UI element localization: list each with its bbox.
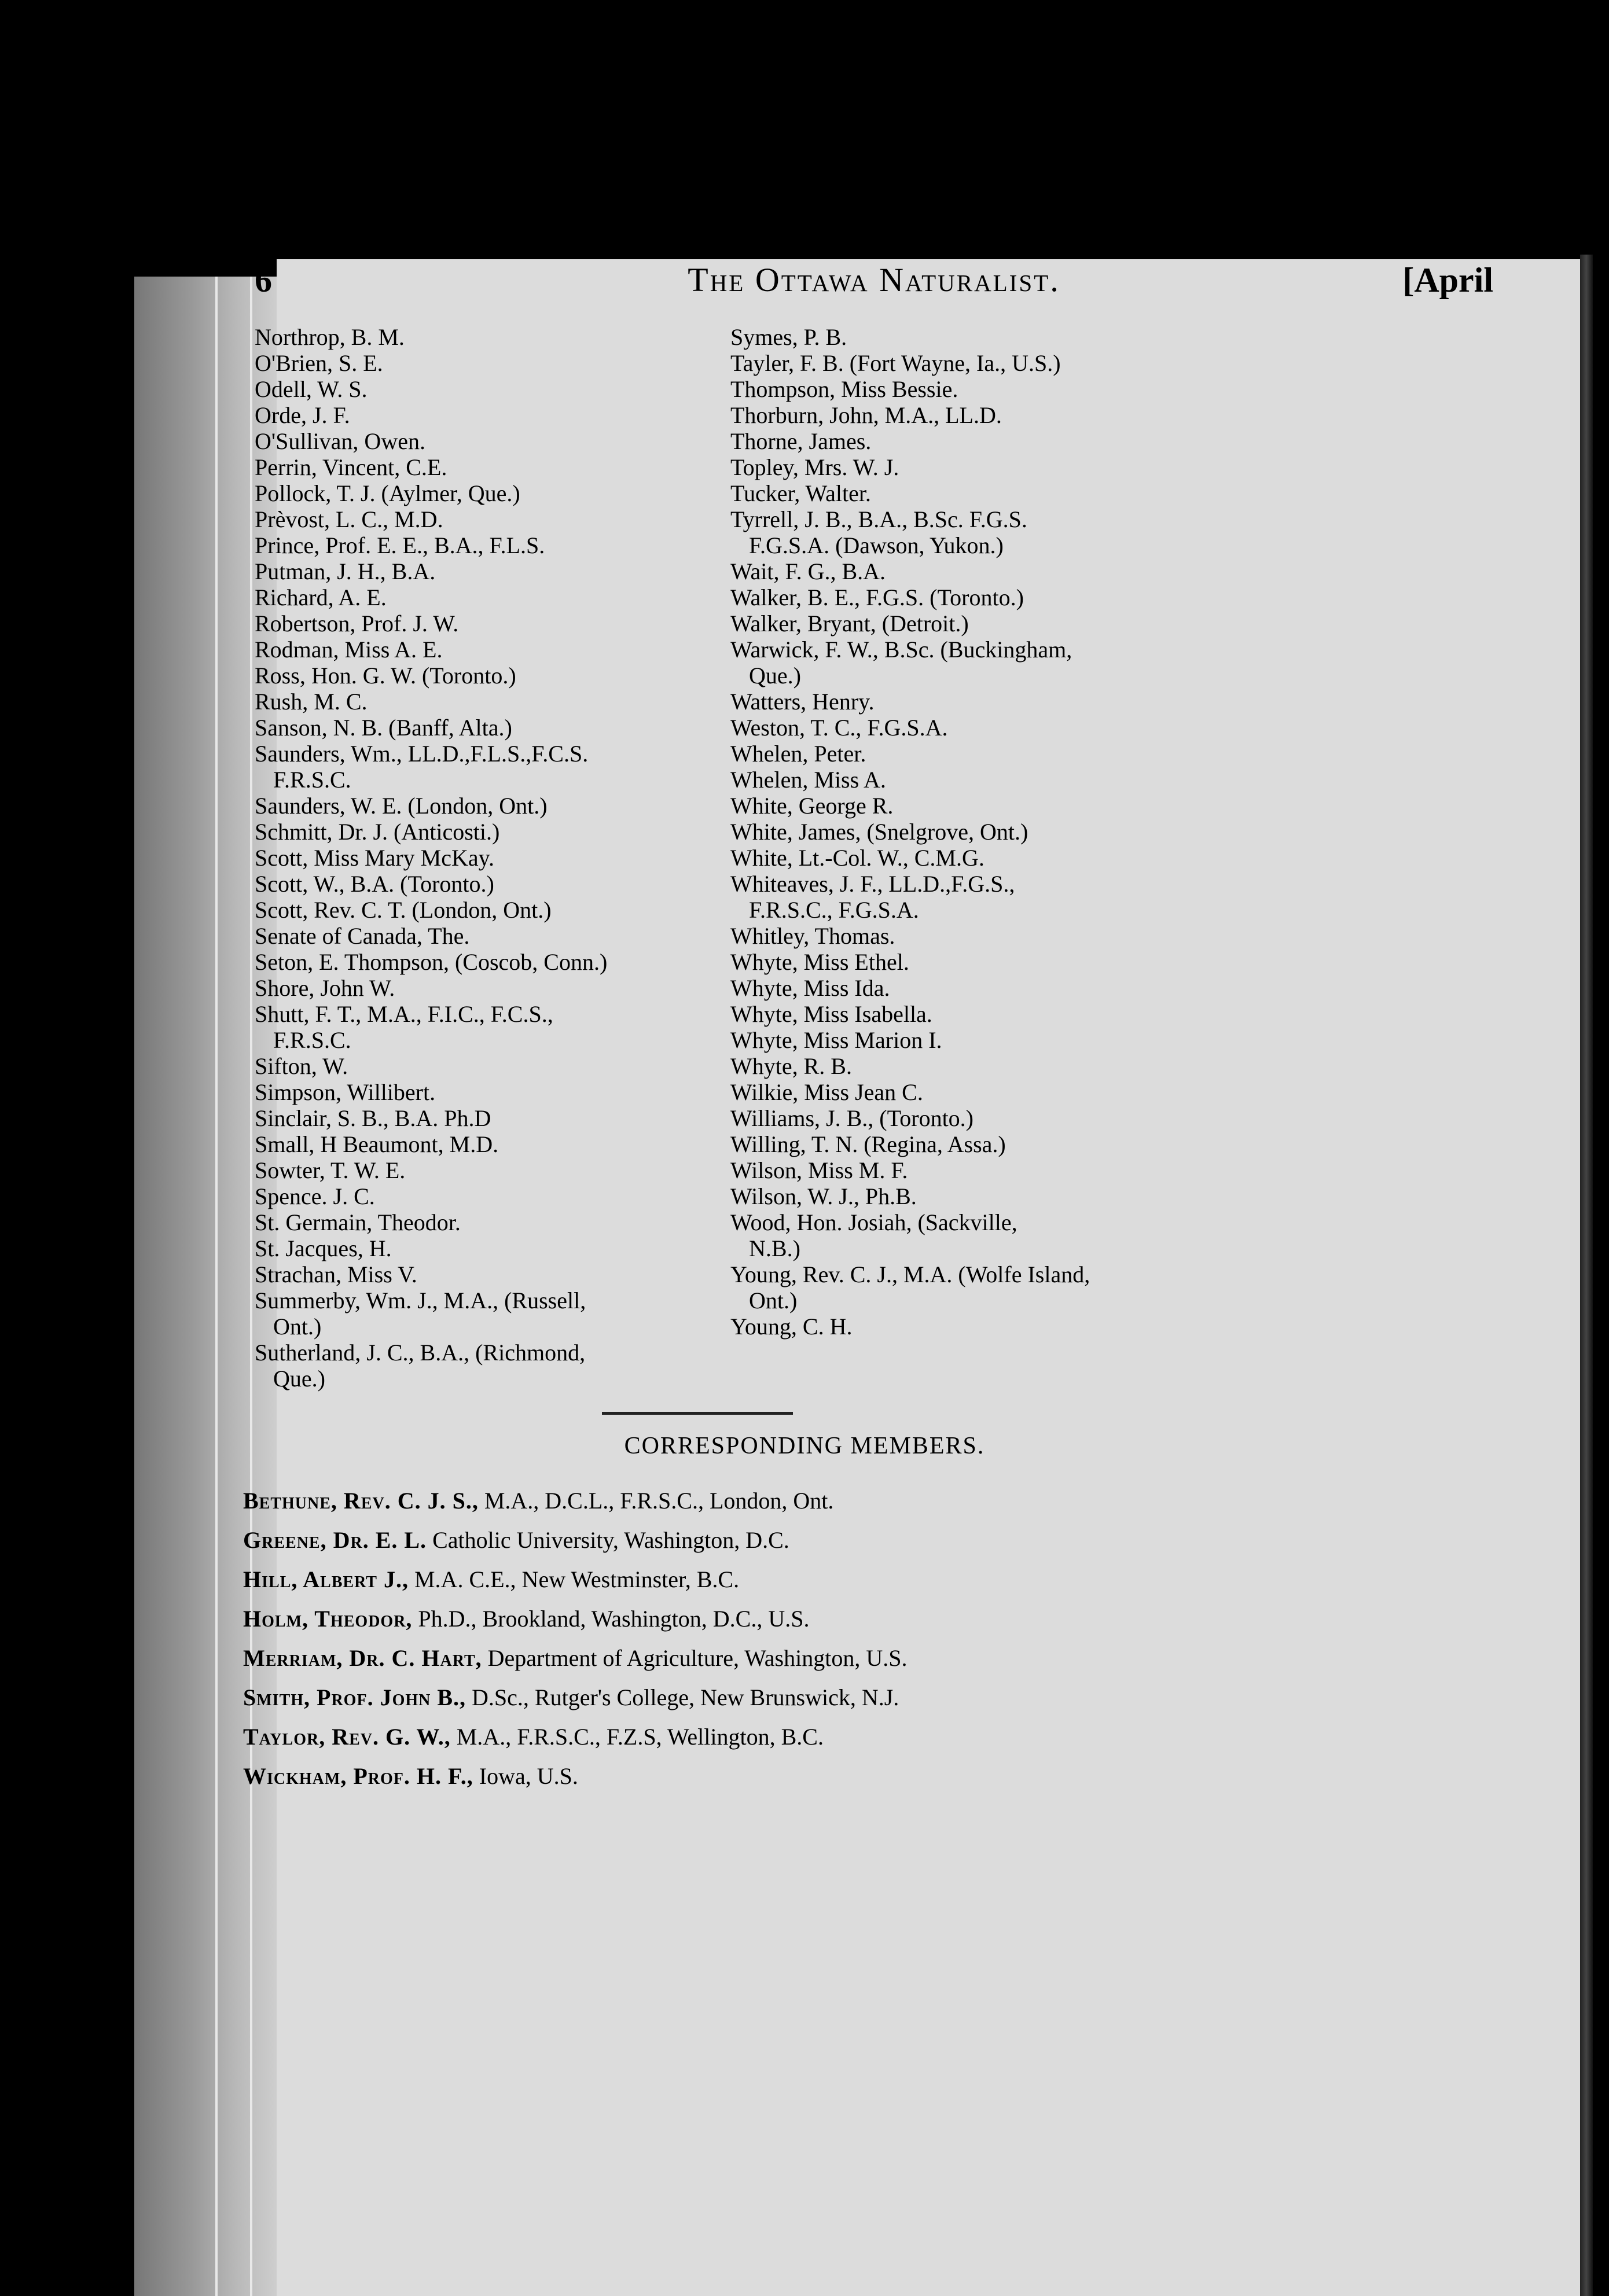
- member-entry: Thorne, James.: [730, 428, 872, 454]
- member-entry: Senate of Canada, The.: [255, 923, 470, 949]
- member-entry: Wilson, W. J., Ph.B.: [730, 1183, 917, 1209]
- member-entry: Tyrrell, J. B., B.A., B.Sc. F.G.S.: [730, 506, 1027, 532]
- member-entry: Wood, Hon. Josiah, (Sackville,: [730, 1209, 1017, 1235]
- members-column-left: [255, 324, 741, 1392]
- member-entry: Sanson, N. B. (Banff, Alta.): [255, 715, 512, 741]
- member-entry: Williams, J. B., (Toronto.): [730, 1105, 974, 1131]
- member-entry: Robertson, Prof. J. W.: [255, 610, 459, 636]
- corresponding-member: [243, 1717, 1505, 1757]
- member-entry: Odell, W. S.: [255, 376, 368, 402]
- member-entry: Simpson, Willibert.: [255, 1079, 436, 1105]
- member-entry: Sifton, W.: [255, 1053, 348, 1079]
- member-entry: Seton, E. Thompson, (Coscob, Conn.): [255, 949, 608, 975]
- member-entry: Watters, Henry.: [730, 689, 875, 715]
- corresponding-member: [243, 1481, 1505, 1521]
- member-entry-continuation: F.R.S.C.: [273, 767, 351, 793]
- corresponding-member-name: Merriam, Dr. C. Hart,: [243, 1645, 482, 1671]
- corresponding-member: [243, 1639, 1505, 1678]
- member-entry: Northrop, B. M.: [255, 324, 405, 350]
- corresponding-member-details: Ph.D., Brookland, Washington, D.C., U.S.: [412, 1606, 810, 1632]
- member-entry: Summerby, Wm. J., M.A., (Russell,: [255, 1287, 586, 1313]
- member-entry: Rush, M. C.: [255, 689, 368, 715]
- member-entry: O'Sullivan, Owen.: [255, 428, 425, 454]
- member-entry: Willing, T. N. (Regina, Assa.): [730, 1131, 1006, 1157]
- member-entry: Richard, A. E.: [255, 584, 387, 610]
- member-entry-continuation: N.B.): [749, 1235, 800, 1261]
- corresponding-members-heading: CORRESPONDING MEMBERS.: [624, 1433, 985, 1459]
- member-entry: St. Jacques, H.: [255, 1235, 392, 1261]
- page-edge-line: [250, 277, 252, 2296]
- page-right-edge: [1580, 255, 1593, 2296]
- member-entry: Scott, Miss Mary McKay.: [255, 845, 495, 871]
- member-entry: Pollock, T. J. (Aylmer, Que.): [255, 480, 520, 506]
- corresponding-member-name: Hill, Albert J.,: [243, 1566, 409, 1592]
- member-entry-continuation: F.G.S.A. (Dawson, Yukon.): [749, 532, 1004, 558]
- member-entry: Young, C. H.: [730, 1313, 853, 1340]
- members-column-right: [730, 324, 1217, 1340]
- member-entry-continuation: Que.): [749, 663, 801, 689]
- corresponding-member: [243, 1757, 1505, 1796]
- member-entry: Walker, B. E., F.G.S. (Toronto.): [730, 584, 1024, 610]
- corresponding-member: [243, 1599, 1505, 1639]
- corresponding-member: [243, 1560, 1505, 1599]
- member-entry: Shutt, F. T., M.A., F.I.C., F.C.S.,: [255, 1001, 553, 1027]
- member-entry-continuation: F.R.S.C., F.G.S.A.: [749, 897, 919, 923]
- member-entry: Whiteaves, J. F., LL.D.,F.G.S.,: [730, 871, 1015, 897]
- member-entry: Whelen, Peter.: [730, 741, 866, 767]
- member-entry: Wait, F. G., B.A.: [730, 558, 886, 584]
- corresponding-member-name: Taylor, Rev. G. W.,: [243, 1724, 451, 1750]
- member-entry: Saunders, Wm., LL.D.,F.L.S.,F.C.S.: [255, 741, 589, 767]
- member-entry: Whyte, Miss Marion I.: [730, 1027, 942, 1053]
- corresponding-member-name: Greene, Dr. E. L.: [243, 1527, 427, 1553]
- member-entry: Rodman, Miss A. E.: [255, 636, 443, 663]
- member-entry: Tucker, Walter.: [730, 480, 871, 506]
- corresponding-member-details: M.A. C.E., New Westminster, B.C.: [408, 1566, 740, 1592]
- member-entry: Warwick, F. W., B.Sc. (Buckingham,: [730, 636, 1072, 663]
- member-entry: Shore, John W.: [255, 975, 395, 1001]
- member-entry: Sutherland, J. C., B.A., (Richmond,: [255, 1340, 586, 1366]
- member-entry: Small, H Beaumont, M.D.: [255, 1131, 499, 1157]
- corresponding-member-name: Holm, Theodor,: [243, 1606, 413, 1632]
- member-entry: Wilson, Miss M. F.: [730, 1157, 908, 1183]
- corresponding-member-details: M.A., F.R.S.C., F.Z.S, Wellington, B.C.: [450, 1724, 824, 1750]
- member-entry: Orde, J. F.: [255, 402, 350, 428]
- member-entry: Strachan, Miss V.: [255, 1261, 417, 1287]
- member-entry: Scott, Rev. C. T. (London, Ont.): [255, 897, 552, 923]
- member-entry-continuation: F.R.S.C.: [273, 1027, 351, 1053]
- member-entry: White, James, (Snelgrove, Ont.): [730, 819, 1028, 845]
- member-entry: Weston, T. C., F.G.S.A.: [730, 715, 948, 741]
- member-entry: O'Brien, S. E.: [255, 350, 383, 376]
- member-entry: Wilkie, Miss Jean C.: [730, 1079, 923, 1105]
- member-entry: Schmitt, Dr. J. (Anticosti.): [255, 819, 500, 845]
- member-entry: Perrin, Vincent, C.E.: [255, 454, 447, 480]
- page-edge-line: [215, 277, 218, 2296]
- corresponding-member-name: Bethune, Rev. C. J. S.,: [243, 1488, 479, 1514]
- member-entry: Whitley, Thomas.: [730, 923, 895, 949]
- member-entry-continuation: Ont.): [749, 1287, 798, 1313]
- member-entry: Scott, W., B.A. (Toronto.): [255, 871, 494, 897]
- corresponding-member-details: Department of Agriculture, Washington, U.S.: [482, 1645, 908, 1671]
- page-header: [255, 260, 1493, 307]
- member-entry: Thompson, Miss Bessie.: [730, 376, 958, 402]
- section-divider: [602, 1412, 793, 1415]
- corresponding-member-details: D.Sc., Rutger's College, New Brunswick, N.J.: [466, 1684, 899, 1710]
- member-entry: Walker, Bryant, (Detroit.): [730, 610, 969, 636]
- member-entry: Whelen, Miss A.: [730, 767, 886, 793]
- issue-month: [April: [1402, 261, 1493, 299]
- member-entry: Thorburn, John, M.A., LL.D.: [730, 402, 1002, 428]
- member-entry-continuation: Que.): [273, 1366, 325, 1392]
- member-entry: Topley, Mrs. W. J.: [730, 454, 899, 480]
- corresponding-member: [243, 1678, 1505, 1717]
- member-entry: St. Germain, Theodor.: [255, 1209, 461, 1235]
- member-entry-continuation: Ont.): [273, 1313, 322, 1340]
- member-entry: Putman, J. H., B.A.: [255, 558, 436, 584]
- member-entry: Sowter, T. W. E.: [255, 1157, 406, 1183]
- corresponding-member-details: M.A., D.C.L., F.R.S.C., London, Ont.: [478, 1488, 834, 1514]
- member-entry: Whyte, Miss Ida.: [730, 975, 890, 1001]
- member-entry: Young, Rev. C. J., M.A. (Wolfe Island,: [730, 1261, 1090, 1287]
- member-entry: Whyte, Miss Ethel.: [730, 949, 909, 975]
- member-entry: Whyte, R. B.: [730, 1053, 852, 1079]
- member-entry: Prèvost, L. C., M.D.: [255, 506, 443, 532]
- corresponding-member: [243, 1521, 1505, 1560]
- member-entry: White, Lt.-Col. W., C.M.G.: [730, 845, 984, 871]
- corresponding-member-details: Iowa, U.S.: [473, 1763, 578, 1789]
- member-entry: Saunders, W. E. (London, Ont.): [255, 793, 548, 819]
- journal-title: The Ottawa Naturalist.: [688, 261, 1060, 299]
- member-entry: Symes, P. B.: [730, 324, 847, 350]
- corresponding-members-list: [243, 1481, 1505, 1796]
- page-number: 6: [255, 261, 272, 299]
- member-entry: Prince, Prof. E. E., B.A., F.L.S.: [255, 532, 545, 558]
- corresponding-member-name: Smith, Prof. John B.,: [243, 1684, 466, 1710]
- member-entry: White, George R.: [730, 793, 894, 819]
- member-entry: Ross, Hon. G. W. (Toronto.): [255, 663, 516, 689]
- member-entry: Tayler, F. B. (Fort Wayne, Ia., U.S.): [730, 350, 1061, 376]
- member-entry: Spence. J. C.: [255, 1183, 375, 1209]
- corresponding-member-details: Catholic University, Washington, D.C.: [427, 1527, 789, 1553]
- member-entry: Whyte, Miss Isabella.: [730, 1001, 932, 1027]
- corresponding-member-name: Wickham, Prof. H. F.,: [243, 1763, 473, 1789]
- member-entry: Sinclair, S. B., B.A. Ph.D: [255, 1105, 491, 1131]
